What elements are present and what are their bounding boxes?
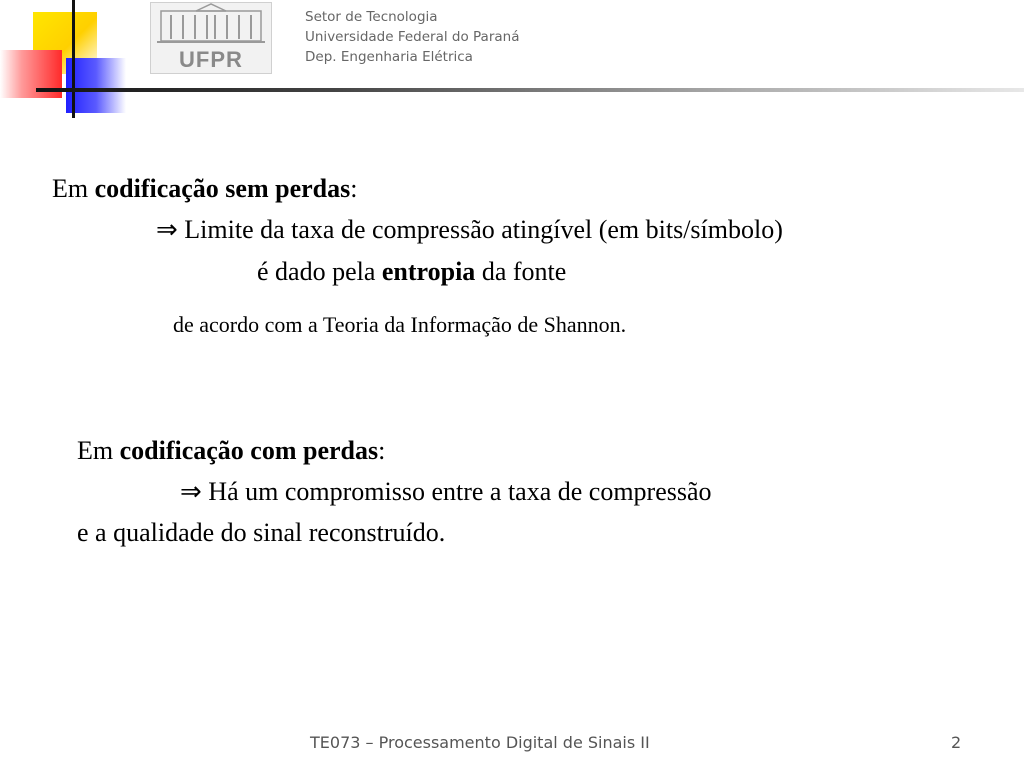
- lossy-term: codificação com perdas: [119, 436, 379, 465]
- header-rule: [36, 88, 1024, 92]
- lossless-colon: :: [350, 174, 358, 203]
- lossless-limit-text: Limite da taxa de compressão atingível (em bits/símbolo): [177, 215, 783, 244]
- implies-icon: ⇒: [180, 477, 202, 506]
- shannon-note: de acordo com a Teoria da Informação de Shannon.: [173, 312, 627, 337]
- lossy-tradeoff-line: [180, 477, 712, 507]
- lossless-prefix: Em: [52, 174, 95, 203]
- decor-blue-square: [66, 58, 126, 113]
- lossless-term: codificação sem perdas: [94, 174, 351, 203]
- lossless-entropy-pre: é dado pela: [257, 257, 382, 286]
- lossy-tradeoff-text: Há um compromisso entre a taxa de compressão: [201, 477, 712, 506]
- lossy-quality-line: e a qualidade do sinal reconstruído.: [77, 518, 446, 547]
- footer-course: TE073 – Processamento Digital de Sinais II: [310, 733, 650, 752]
- institution-sector: Setor de Tecnologia: [305, 9, 438, 25]
- lossy-heading: [77, 436, 385, 466]
- institution-university: Universidade Federal do Paraná: [305, 29, 520, 45]
- implies-icon: ⇒: [156, 215, 178, 244]
- page-number: 2: [951, 733, 962, 752]
- ufpr-logo: [150, 2, 272, 74]
- lossy-prefix: Em: [77, 436, 120, 465]
- lossless-limit-line: [156, 215, 783, 245]
- decor-vertical-rule: [72, 0, 75, 118]
- institution-department: Dep. Engenharia Elétrica: [305, 49, 473, 65]
- lossless-entropy-line: [257, 257, 566, 287]
- logo-text: UFPR: [179, 47, 243, 72]
- lossless-heading: [52, 174, 357, 204]
- institution-info: [305, 7, 519, 67]
- lossy-colon: :: [378, 436, 386, 465]
- lossless-entropy-post: da fonte: [475, 257, 567, 286]
- entropy-term: entropia: [381, 257, 476, 286]
